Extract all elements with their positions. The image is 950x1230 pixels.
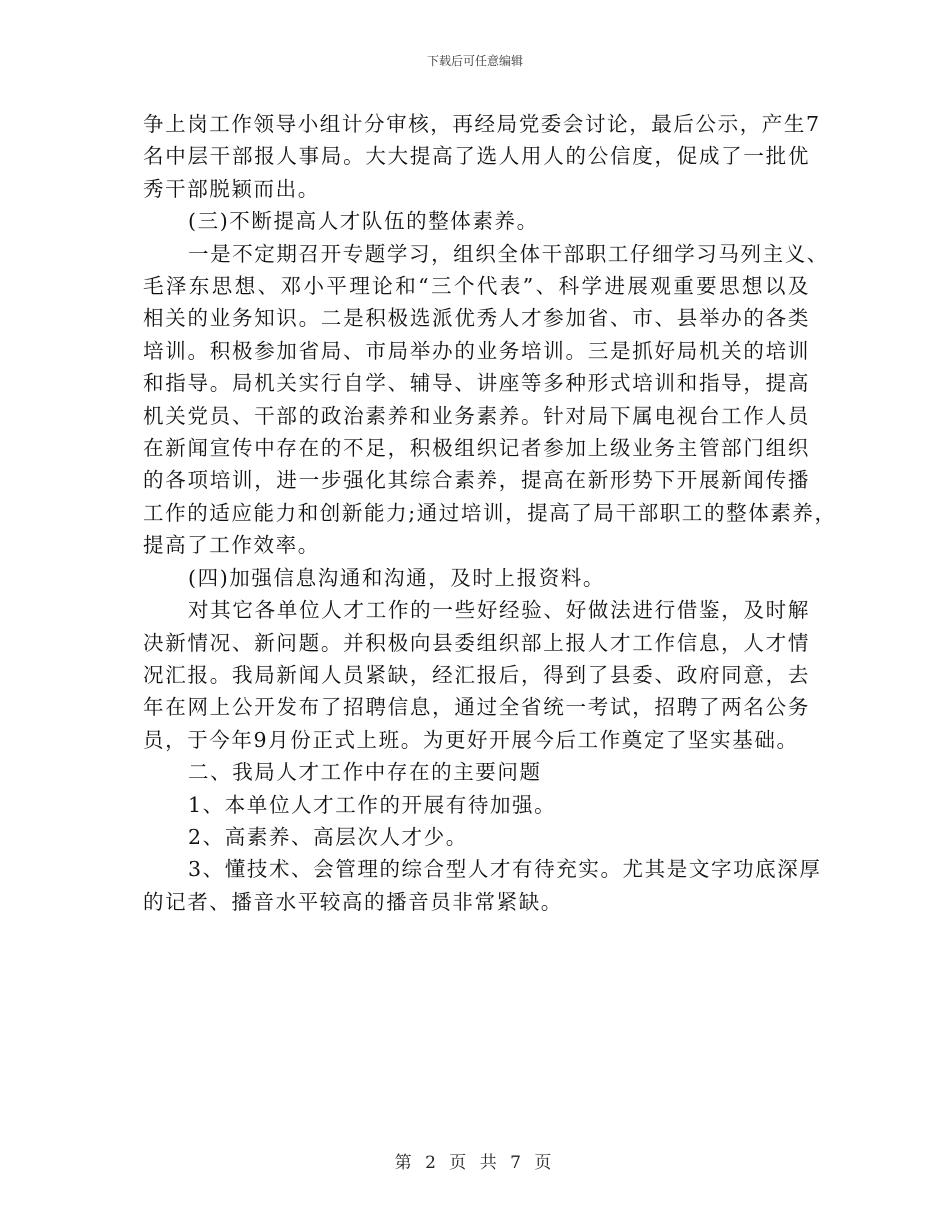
text-line: 秀干部脱颖而出。 [143,176,320,201]
document-body [143,108,837,918]
section-heading [143,205,810,237]
section-heading [143,562,810,594]
text-line: (三)不断提高人才队伍的整体素养。 [188,209,539,234]
list-item [143,789,810,821]
text-line: 3、懂技术、会管理的综合型人才有待充实。尤其是文字功底深厚 [188,857,822,882]
text-line: 员，于今年9月份正式上班。为更好开展今后工作奠定了坚实基础。 [143,727,799,752]
text-line: 2、高素养、高层次人才少。 [188,824,468,849]
text-line: (四)加强信息沟通和沟通，及时上报资料。 [188,565,605,590]
paragraph [143,108,821,205]
text-line: 争上岗工作领导小组计分审核，再经局党委会讨论，最后公示，产生7 [143,112,821,136]
paragraph [143,238,837,562]
text-line: 对其它各单位人才工作的一些好经验、好做法进行借鉴，及时解 [188,598,810,623]
text-line: 在新闻宣传中存在的不足，积极组织记者参加上级业务主管部门组织 [143,436,810,461]
text-line: 决新情况、新问题。并积极向县委组织部上报人才工作信息，人才情 [143,630,810,655]
text-line: 和指导。局机关实行自学、辅导、讲座等多种形式培训和指导，提高 [143,371,810,396]
text-line: 的各项培训，进一步强化其综合素养，提高在新形势下开展新闻传播 [143,468,810,493]
list-item [143,821,810,853]
text-line: 名中层干部报人事局。大大提高了选人用人的公信度，促成了一批优 [143,144,810,169]
section-heading [143,756,810,788]
page-number: 第 2 页 共 7 页 [394,1153,556,1173]
text-line: 提高了工作效率。 [143,533,320,558]
text-line: 机关党员、干部的政治素养和业务素养。针对局下属电视台工作人员 [143,403,810,428]
text-line: 的记者、播音水平较高的播音员非常紧缺。 [143,889,563,914]
text-line: 相关的业务知识。二是积极选派优秀人才参加省、市、县举办的各类 [143,306,810,331]
text-line: 1、本单位人才工作的开展有待加强。 [188,792,557,817]
list-item [143,853,822,918]
text-line: 培训。积极参加省局、市局举办的业务培训。三是抓好局机关的培训 [143,338,810,363]
text-line: 年在网上公开发布了招聘信息，通过全省统一考试，招聘了两名公务 [143,695,810,720]
page-header: 下载后可任意编辑 [426,54,523,68]
text-line: 况汇报。我局新闻人员紧缺，经汇报后，得到了县委、政府同意，去 [143,662,810,687]
text-line: 二、我局人才工作中存在的主要问题 [188,760,542,785]
text-line: 工作的适应能力和创新能力;通过培训，提高了局干部职工的整体素养， [143,500,837,525]
text-line: 毛泽东思想、邓小平理论和“三个代表”、科学进展观重要思想以及 [143,274,810,299]
paragraph [143,594,810,756]
text-line: 一是不定期召开专题学习，组织全体干部职工仔细学习马列主义、 [188,241,829,266]
